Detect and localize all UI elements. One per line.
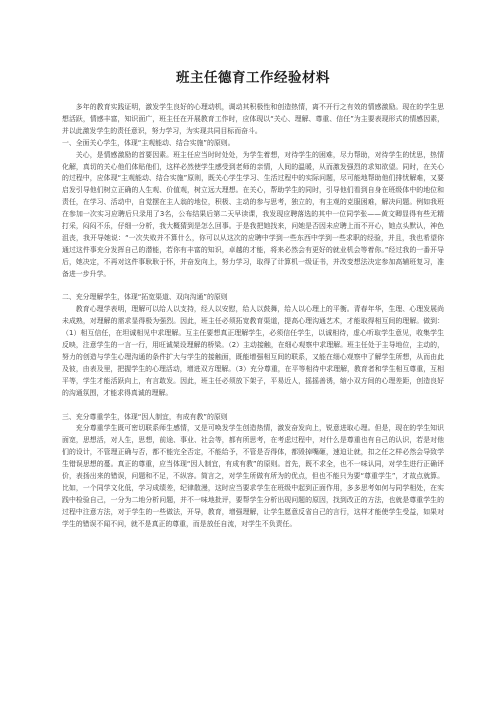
section-1-body: 关心，是情感激励的首要因素。班主任应当时时处处，为学生着想，对待学生的困难，尽力帮助，对待学生的忧思，热情化解，真切的关心他们体贴他们，这样必然使学生感受到老师的亲情，人间的温暖，从而激发强烈的求知欲望。同时，在关心的过程中，应体现“主观能动、结合实施”原则，既关心学生学习、生活过程中的实际问题，尽可能地帮助他们排忧解难，又要启发引导他们树立正确的人生观、价值观，树立远大理想。在关心，帮助学生的同时，引导他们看到自身在班级体中的地位和责任，在学习、活动中，自觉摆在主人翁的地位，积极、主动的参与思考，独立的，有主观的克服困难，解决问题。例如我班在参加一次实习应聘后只录用了3名，公布结果后第二天早读课，我发现应聘落选的其中一位同学张——黄文卿显得有些无精打采，闷闷不乐，仔细一分析，我大概猜到是怎么回事。于是我把她找来，问她是否因未应聘上而不开心，她点头默认，神色沮丧，我开导她说：“一次失败并不算什么，你可以从这次的应聘中学到一些东西中学到一些求职的经验，并且，我也希望你通过这件事充分发挥自己的潜能，若你有丰富的知识，卓越的才能，将来必然会有更好的就业机会等着你。”经过我的一番开导后，她决定，不再对这件事耿耿于怀，并奋发向上，努力学习，取得了计算机一级证书，并改变想法决定参加高辅班复习，准备进一步升学。 <box>62 150 444 278</box>
section-3-body: 充分尊重学生既可密切联系师生感情，又是可唤发学生创造热情，激发奋发向上，锐意进取心理。但是，现在的学生知识面宽，思想活，对人生，思想，前途、事业、社会等，都有所思考，在考虑过程中，对什么是尊重也有自己的认识，若是对他们的设计，不管理正确与否，都不能完全否定，不能给予，不管是否得体，都毁掉嘴砸，速迫让就，扣之任之样必然会导致学生错误思想的蔓。真正的尊重，应当体现“因人制宜，有成有教”的原则。首先，既不求全，也不一味认同，对学生进行正确评价，表扬出来的错误，问题和不足，不纵容。简言之，对学生所做有所为的优点，但也不能只为要“尊重学生”，才故点就算。比如，一个同学文化低，学习成绩差，纪律散漫，这时应当要求学生在班级中起到正面作用，多多思考如何与同学相处，在实践中检验自己，一分为二地分析问题，并不一味地批评，要帮学生分析出现问题的原因，找到改正的方法，也就是尊重学生的过程中注意方法，对于学生的一些做法，开导，教育，增强理解，让学生愿意反省自己的言行，这样才能使学生受益，如果对学生的错误不闻不问，就不是真正的尊重，而是放任自流，对学生不负责任。 <box>62 424 444 528</box>
section-1-heading: 一、全面关心学生，体现“主观能动、结合实施”的原则。 <box>62 138 235 147</box>
document-body <box>62 102 444 531</box>
paragraph-gap <box>62 400 444 412</box>
section-3-heading: 三、充分尊重学生，体现“因人制宜，有成有教”的原则 <box>62 412 228 421</box>
paragraph-gap <box>62 281 444 293</box>
document-title: 班主任德育工作经验材料 <box>176 70 330 86</box>
intro-paragraph: 多年的教育实践证明，激发学生良好的心理动机，调动其积极性和创造热情，离不开行之有效的情感激励。现在的学生思想活跃，情感丰富，知识面广，班主任在开展教育工作时，应体现以“关心、理解、尊重、信任”为主要表现形式的情感因素，并以此激发学生的责任意识，努力学习，为实现共同目标而奋斗。 <box>62 103 444 135</box>
section-2-body: 教育心理学表明，理解可以给人以支持，经人以安慰，给人以鼓舞，给人以心理上的平衡。青春年华，生理、心理发展尚未成熟，对理解的需求显得极为强烈。因此，班主任必须拓宽教育渠道，提高心理沟通艺术，才能取得相互间的理解。做到：（1）相互信任，在坦诚相见中求理解。互主任要想真正理解学生，必须信任学生，以诚相待，虚心听取学生意见，收集学生反映，注意学生的一言一行，用旺诚架设理解的桥梁。（2）主动接触，在细心观察中求理解。班主任处于主导地位，主动的，努力的创造与学生心理沟通的条件扩大与学生的接触面，既能增强相互间的联系，又能在细心观察中了解学生所想，从而由此及彼，由表及里，把握学生的心理活动，增进双方理解。（3）充分尊重，在平等相待中求理解，教育者和学生相互尊重，互相平等，学生才能活跃向上，有言敢发。因此，班主任必须放下架子，平易近人，摇摇善诱，缩小双方间的心理差距，创造良好的沟通氛围，才能求得真诚的理解。 <box>62 305 444 397</box>
section-2-heading: 二、充分理解学生，体现“拓宽渠道、双向沟通”的原则 <box>62 293 228 302</box>
